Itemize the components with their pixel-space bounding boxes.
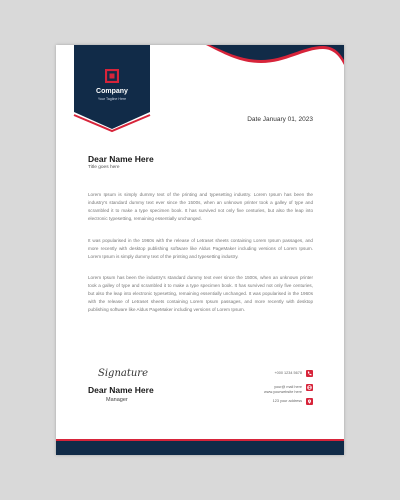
phone-number: +000 1234 5678 xyxy=(274,371,302,375)
signer-name: Dear Name Here xyxy=(88,385,154,395)
contact-text xyxy=(264,384,302,394)
signature-script: Signature xyxy=(98,368,149,379)
company-name: Company xyxy=(96,88,128,95)
website-address: www.yourwebsite here xyxy=(264,389,302,394)
body-paragraph-1: Lorem Ipsum is simply dummy text of the printing and typesetting industry. Lorem Ipsum has been the industry's standard dummy text ever since the 1500s, when an unknown printer took a galley of type and scrambled it to make a type specimen book. It has survived not only five centuries, but also the leap into electronic typesetting, remaining essentially unchanged. xyxy=(88,192,313,221)
footer-accent-line xyxy=(56,439,344,441)
contact-text xyxy=(273,398,302,404)
street-address: 123 your address xyxy=(272,399,302,403)
body-paragraph-3: Lorem Ipsum has been the industry's standard dummy text ever since the 1500s, when an unknown printer took a galley of type and scrambled it to make a type specimen book. It has survived not only five centuries, but also the leap into electronic typesetting, remaining essentially unchanged. It was popularised in the 1960s with the release of Letraset sheets containing Lorem Ipsum passages, and more recently with desktop publishing software like Aldus PageMaker including versions of Lorem Ipsum. xyxy=(88,275,313,312)
contact-block xyxy=(216,370,313,412)
contact-web xyxy=(216,384,313,398)
recipient-title: Title goes here xyxy=(88,165,120,170)
email-address: your@ mail here xyxy=(274,385,302,389)
contact-phone xyxy=(216,370,313,384)
location-icon xyxy=(306,398,313,405)
company-logo-icon xyxy=(105,69,119,83)
letter-date: Date January 01, 2023 xyxy=(247,116,313,123)
phone-icon xyxy=(306,370,313,377)
web-icon xyxy=(306,384,313,391)
letterhead-page xyxy=(56,45,344,455)
company-tagline: Your Tagline Here xyxy=(97,97,127,101)
logo-banner xyxy=(74,45,150,129)
body-paragraph-2: It was popularised in the 1960s with the release of Letraset sheets containing Lorem Ipsum passages, and more recently with desktop publishing software like Aldus PageMaker including versions of Lorem Ipsum. Lorem Ipsum is simply dummy text of the printing and typesetting industry. xyxy=(88,238,313,259)
recipient-name: Dear Name Here xyxy=(88,154,154,164)
contact-address xyxy=(216,398,313,412)
contact-text xyxy=(274,370,302,376)
footer-band xyxy=(56,441,344,455)
signer-role: Manager xyxy=(106,397,128,403)
